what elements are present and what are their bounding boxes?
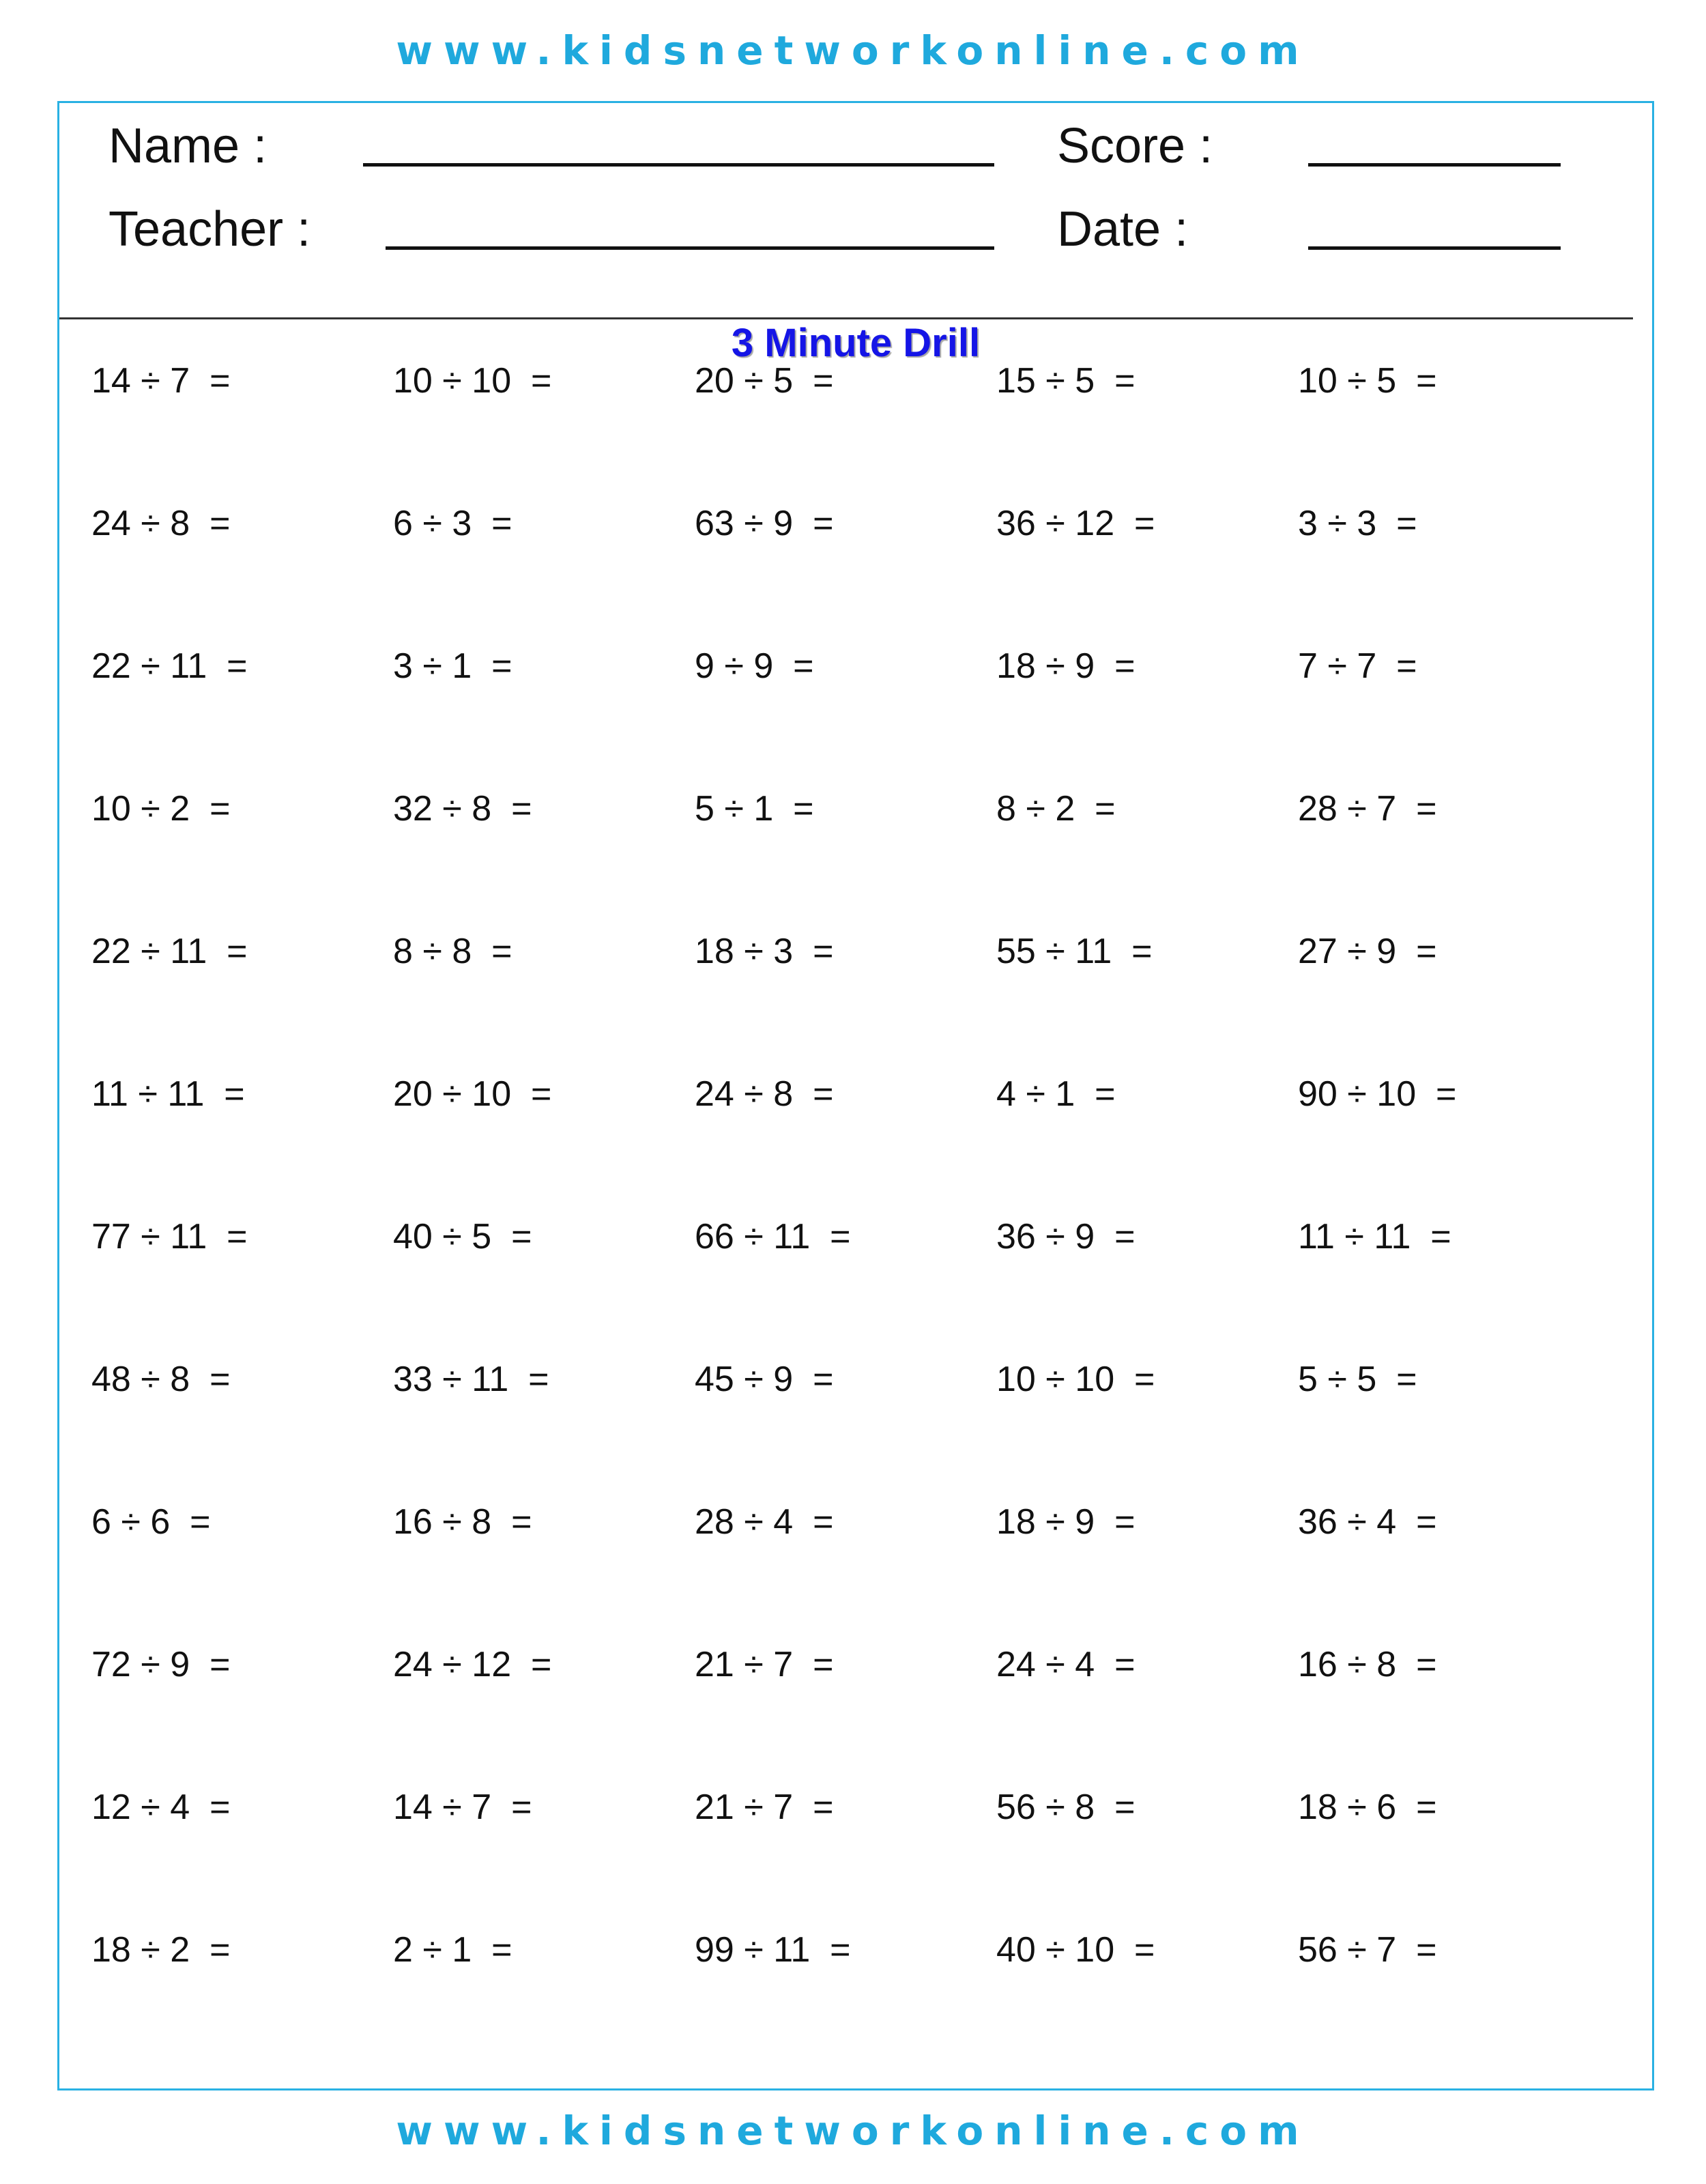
division-problem: 32 ÷ 8 =	[393, 789, 532, 829]
division-problem: 63 ÷ 9 =	[695, 504, 834, 543]
problem-grid	[91, 360, 1627, 2072]
score-label: Score :	[1057, 119, 1213, 173]
division-problem: 4 ÷ 1 =	[996, 1074, 1116, 1114]
teacher-label: Teacher :	[109, 202, 311, 257]
division-problem: 16 ÷ 8 =	[393, 1502, 532, 1542]
division-problem: 10 ÷ 10 =	[393, 361, 552, 401]
name-field[interactable]	[363, 163, 994, 167]
division-problem: 15 ÷ 5 =	[996, 361, 1136, 401]
division-problem: 10 ÷ 5 =	[1298, 361, 1437, 401]
drill-title: 3 Minute Drill	[731, 321, 981, 365]
division-problem: 36 ÷ 4 =	[1298, 1502, 1437, 1542]
division-problem: 5 ÷ 1 =	[695, 789, 814, 829]
division-problem: 10 ÷ 2 =	[91, 789, 231, 829]
division-problem: 36 ÷ 12 =	[996, 504, 1155, 543]
score-field[interactable]	[1308, 163, 1561, 167]
division-problem: 77 ÷ 11 =	[91, 1217, 248, 1256]
division-problem: 99 ÷ 11 =	[695, 1930, 851, 1970]
division-problem: 24 ÷ 8 =	[91, 504, 231, 543]
division-problem: 11 ÷ 11 =	[1298, 1217, 1451, 1256]
division-problem: 21 ÷ 7 =	[695, 1645, 834, 1684]
division-problem: 18 ÷ 9 =	[996, 646, 1136, 686]
division-problem: 3 ÷ 1 =	[393, 646, 512, 686]
division-problem: 2 ÷ 1 =	[393, 1930, 512, 1970]
division-problem: 24 ÷ 8 =	[695, 1074, 834, 1114]
division-problem: 18 ÷ 6 =	[1298, 1787, 1437, 1827]
division-problem: 18 ÷ 9 =	[996, 1502, 1136, 1542]
division-problem: 9 ÷ 9 =	[695, 646, 814, 686]
division-problem: 14 ÷ 7 =	[393, 1787, 532, 1827]
division-problem: 22 ÷ 11 =	[91, 932, 248, 971]
division-problem: 8 ÷ 2 =	[996, 789, 1116, 829]
division-problem: 10 ÷ 10 =	[996, 1360, 1155, 1399]
division-problem: 72 ÷ 9 =	[91, 1645, 231, 1684]
division-problem: 28 ÷ 4 =	[695, 1502, 834, 1542]
division-problem: 24 ÷ 12 =	[393, 1645, 552, 1684]
division-problem: 27 ÷ 9 =	[1298, 932, 1437, 971]
division-problem: 24 ÷ 4 =	[996, 1645, 1136, 1684]
division-problem: 7 ÷ 7 =	[1298, 646, 1417, 686]
division-problem: 16 ÷ 8 =	[1298, 1645, 1437, 1684]
site-url-top: www.kidsnetworkonline.com	[396, 27, 1310, 74]
division-problem: 45 ÷ 9 =	[695, 1360, 834, 1399]
site-url-bottom: www.kidsnetworkonline.com	[396, 2108, 1310, 2154]
division-problem: 14 ÷ 7 =	[91, 361, 231, 401]
division-problem: 8 ÷ 8 =	[393, 932, 512, 971]
division-problem: 6 ÷ 6 =	[91, 1502, 211, 1542]
division-problem: 48 ÷ 8 =	[91, 1360, 231, 1399]
division-problem: 33 ÷ 11 =	[393, 1360, 549, 1399]
division-problem: 20 ÷ 10 =	[393, 1074, 552, 1114]
division-problem: 11 ÷ 11 =	[91, 1074, 245, 1114]
division-problem: 40 ÷ 10 =	[996, 1930, 1155, 1970]
division-problem: 18 ÷ 2 =	[91, 1930, 231, 1970]
division-problem: 21 ÷ 7 =	[695, 1787, 834, 1827]
header-divider	[59, 317, 1633, 319]
division-problem: 36 ÷ 9 =	[996, 1217, 1136, 1256]
division-problem: 56 ÷ 8 =	[996, 1787, 1136, 1827]
division-problem: 56 ÷ 7 =	[1298, 1930, 1437, 1970]
teacher-field[interactable]	[386, 246, 994, 250]
division-problem: 12 ÷ 4 =	[91, 1787, 231, 1827]
division-problem: 3 ÷ 3 =	[1298, 504, 1417, 543]
division-problem: 55 ÷ 11 =	[996, 932, 1153, 971]
division-problem: 90 ÷ 10 =	[1298, 1074, 1457, 1114]
division-problem: 66 ÷ 11 =	[695, 1217, 851, 1256]
date-label: Date :	[1057, 202, 1189, 257]
division-problem: 5 ÷ 5 =	[1298, 1360, 1417, 1399]
division-problem: 22 ÷ 11 =	[91, 646, 248, 686]
date-field[interactable]	[1308, 246, 1561, 250]
division-problem: 6 ÷ 3 =	[393, 504, 512, 543]
division-problem: 40 ÷ 5 =	[393, 1217, 532, 1256]
division-problem: 18 ÷ 3 =	[695, 932, 834, 971]
name-label: Name :	[109, 119, 268, 173]
division-problem: 28 ÷ 7 =	[1298, 789, 1437, 829]
division-problem: 20 ÷ 5 =	[695, 361, 834, 401]
